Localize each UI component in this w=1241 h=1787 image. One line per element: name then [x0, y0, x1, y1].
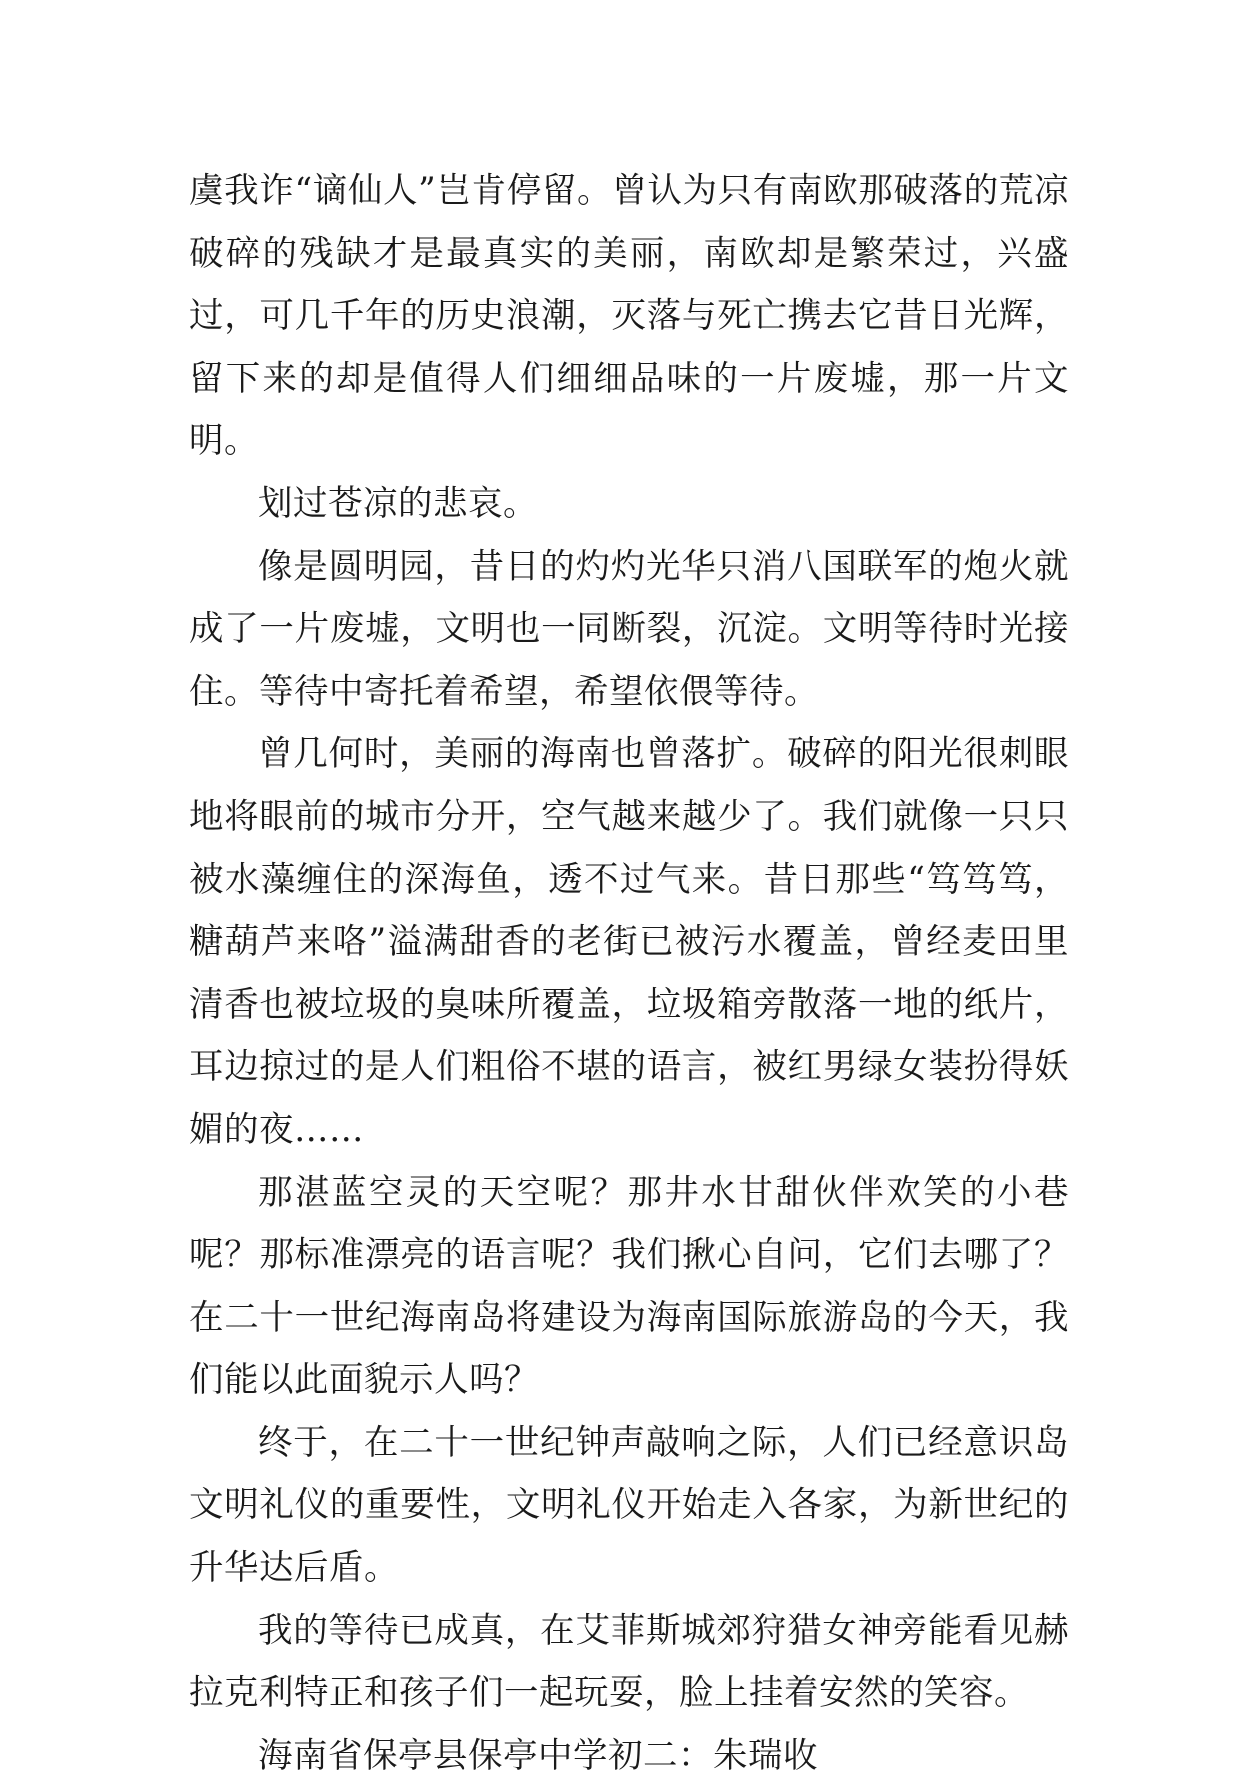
paragraph: 曾几何时，美丽的海南也曾落扩。破碎的阳光很刺眼地将眼前的城市分开，空气越来越少了。我们就像一只只被水藻缠住的深海鱼，透不过气来。昔日那些“笃笃笃，糖葫芦来咯”溢满甜香的老街已被污水覆盖，曾经麦田里清香也被垃圾的臭味所覆盖，垃圾箱旁散落一地的纸片，耳边掠过的是人们粗俗不堪的语言，被红男绿女装扮得妖媚的夜……	[189, 734, 1069, 1150]
paragraph-continuation: 虞我诈“谪仙人”岂肯停留。曾认为只有南欧那破落的荒凉破碎的残缺才是最真实的美丽，南欧却是繁荣过，兴盛过，可几千年的历史浪潮，灭落与死亡携去它昔日光辉，留下来的却是值得人们细细品味的一片废墟，那一片文明。	[189, 171, 1069, 462]
paragraph: 那湛蓝空灵的天空呢？那井水甘甜伙伴欢笑的小巷呢？那标准漂亮的语言呢？我们揪心自问，它们去哪了？在二十一世纪海南岛将建设为海南国际旅游岛的今天，我们能以此面貌示人吗？	[189, 1172, 1069, 1401]
essay-body	[189, 160, 1069, 1787]
paragraph: 划过苍凉的悲哀。	[258, 483, 538, 524]
author-attribution: 海南省保亭县保亭中学初二：朱瑞收	[258, 1735, 818, 1776]
paragraph: 像是圆明园，昔日的灼灼光华只消八国联军的炮火就成了一片废墟，文明也一同断裂，沉淀。文明等待时光接住。等待中寄托着希望，希望依偎等待。	[189, 546, 1069, 712]
paragraph: 终于，在二十一世纪钟声敲响之际，人们已经意识岛文明礼仪的重要性，文明礼仪开始走入各家，为新世纪的升华达后盾。	[189, 1422, 1069, 1589]
paragraph: 我的等待已成真，在艾菲斯城郊狩猎女神旁能看见赫拉克利特正和孩子们一起玩耍，脸上挂着安然的笑容。	[189, 1610, 1069, 1714]
